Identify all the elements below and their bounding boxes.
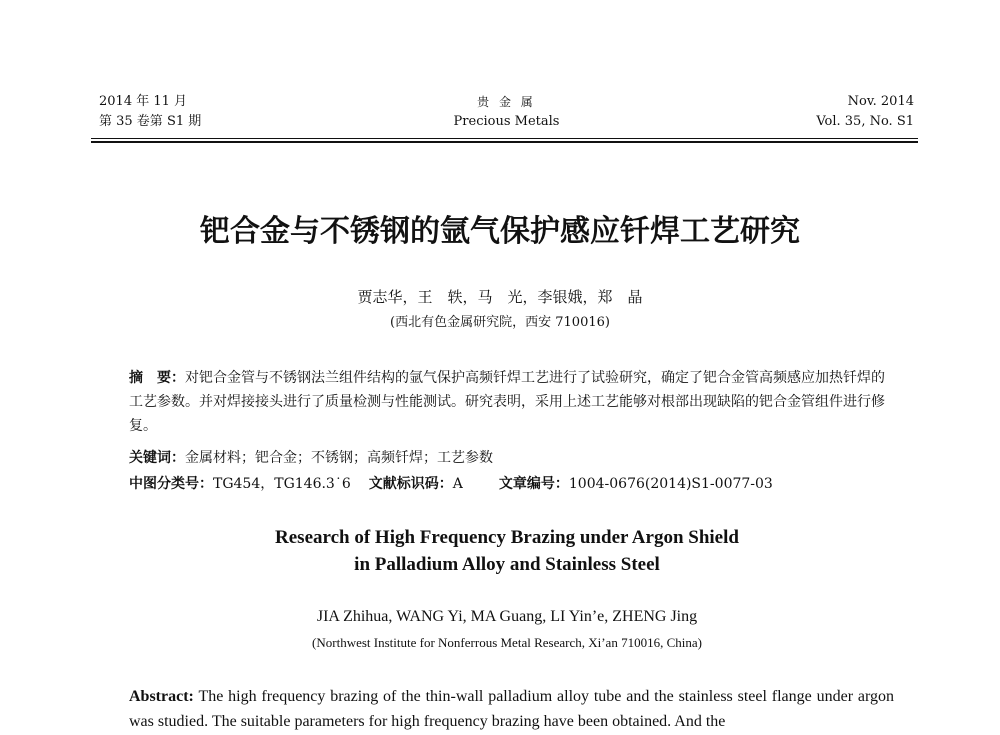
keywords-cn — [129, 447, 889, 469]
header-rule-thick — [91, 141, 918, 143]
journal-name-cn: 贵 金 属 — [477, 95, 536, 109]
header-journal-name — [99, 92, 914, 132]
classification-line — [129, 473, 889, 495]
authors-cn: 贾志华，王 轶，马 光，李银娥，郑 晶 — [357, 288, 643, 306]
abstract-cn-text: 对钯合金管与不锈钢法兰组件结构的氩气保护高频钎焊工艺进行了试验研究，确定了钯合金管高频感应加热钎焊的工艺参数。并对焊接接头进行了质量检测与性能测试。研究表明，采用上述工艺能够对根部出现缺陷的钯合金管组件进行修复。 — [129, 370, 885, 434]
affiliation-en: (Northwest Institute for Nonferrous Metal Research, Xi’an 710016, China) — [312, 635, 702, 650]
header-year-month: 2014 年 11 月 — [99, 94, 188, 109]
header-rule-thin — [91, 138, 918, 139]
abstract-en — [129, 684, 894, 734]
abstract-en-text: The high frequency brazing of the thin-wall palladium alloy tube and the stainless steel flange under argon was studied. The suitable parameters for high frequency brazing have been obtained. And the — [129, 688, 895, 730]
clc-value: TG454，TG146.3˙6 — [213, 476, 351, 492]
article-number-label: 文章编号： — [498, 476, 569, 492]
doc-code-value: A — [452, 476, 463, 492]
abstract-en-label: Abstract: — [129, 688, 194, 705]
paper-title-cn: 钯合金与不锈钢的氩气保护感应钎焊工艺研究 — [200, 214, 800, 249]
header-issue-date-en — [816, 92, 914, 132]
header-volume-issue-en: Vol. 35, No. S1 — [816, 114, 914, 129]
running-header — [99, 92, 914, 137]
keywords-cn-text: 金属材料；钯合金；不锈钢；高频钎焊；工艺参数 — [185, 450, 493, 466]
authors-en: JIA Zhihua, WANG Yi, MA Guang, LI Yin’e, ZHENG Jing — [316, 608, 698, 625]
paper-title-en — [0, 524, 1000, 578]
article-number-value: 1004-0676(2014)S1-0077-03 — [568, 476, 773, 492]
header-month-year-en: Nov. 2014 — [847, 94, 914, 109]
abstract-cn-label: 摘 要： — [129, 370, 185, 386]
abstract-cn — [129, 366, 889, 438]
paper-title-en-line2: in Palladium Alloy and Stainless Steel — [354, 554, 660, 575]
doc-code-label: 文献标识码： — [368, 476, 453, 492]
header-volume-issue-cn: 第 35 卷第 S1 期 — [99, 114, 202, 129]
keywords-cn-label: 关键词： — [129, 450, 185, 466]
affiliation-cn: (西北有色金属研究院，西安 710016) — [390, 315, 610, 330]
paper-title-en-line1: Research of High Frequency Brazing under Argon Shield — [275, 527, 739, 548]
journal-name-en: Precious Metals — [453, 114, 560, 129]
clc-label: 中图分类号： — [129, 476, 213, 492]
